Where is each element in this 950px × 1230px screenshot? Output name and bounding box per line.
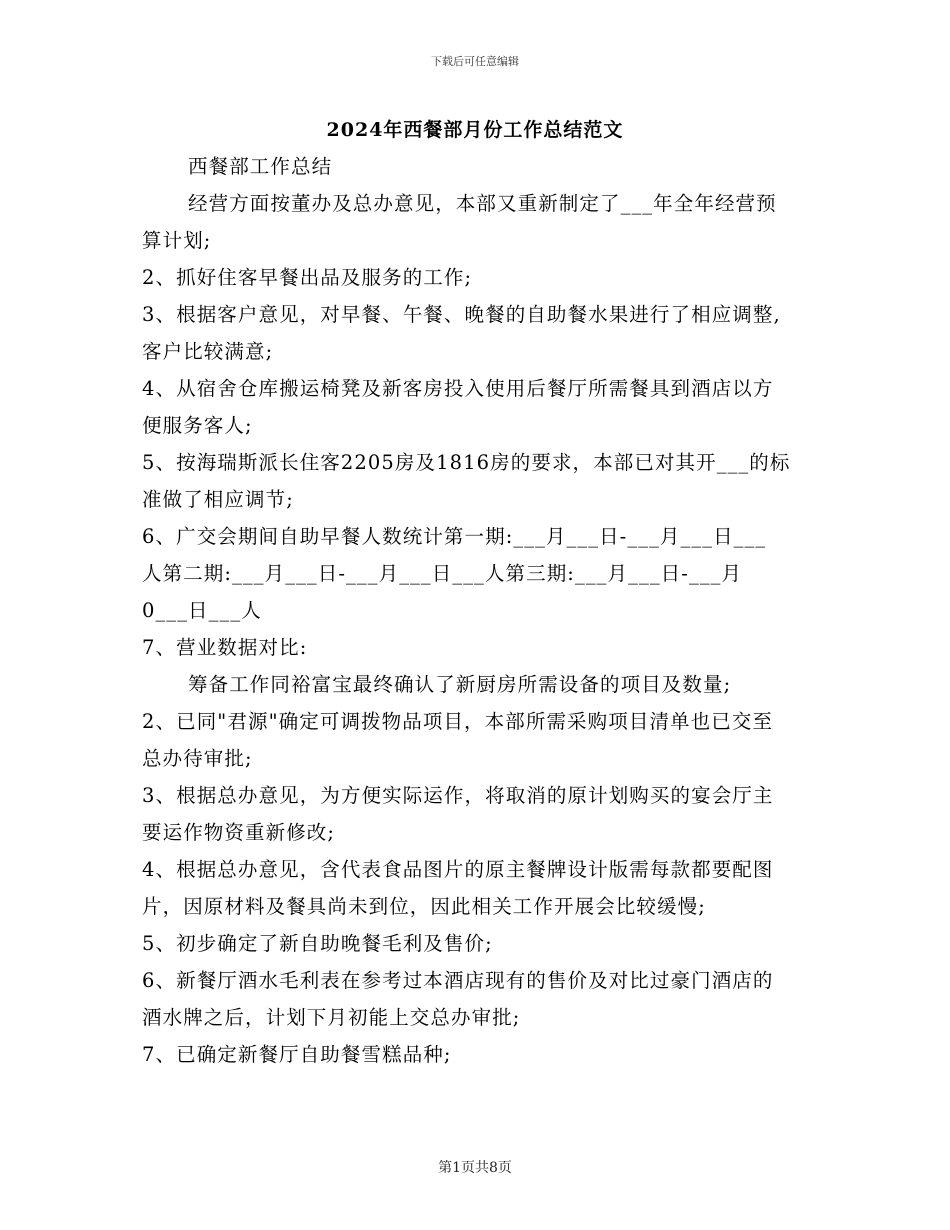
body-line: 3、根据客户意见，对早餐、午餐、晚餐的自助餐水果进行了相应调整,: [142, 303, 781, 326]
body-line: 人第二期:___月___日-___月___日___人第三期:___月___日-___月: [142, 562, 743, 585]
body-line: 经营方面按董办及总办意见，本部又重新制定了___年全年经营预: [188, 192, 777, 215]
body-line: 2、抓好住客早餐出品及服务的工作;: [142, 266, 473, 289]
body-line: 5、按海瑞斯派长住客2205房及1816房的要求，本部已对其开___的标: [142, 451, 791, 474]
body-line: 片，因原材料及餐具尚未到位，因此相关工作开展会比较缓慢;: [142, 895, 706, 918]
body-line: 要运作物资重新修改;: [142, 821, 336, 844]
body-line: 3、根据总办意见，为方便实际运作，将取消的原计划购买的宴会厅主: [142, 784, 774, 807]
body-line: 便服务客人;: [142, 414, 253, 437]
body-line: 6、新餐厅酒水毛利表在参考过本酒店现有的售价及对比过豪门酒店的: [142, 969, 774, 992]
body-line: 4、从宿舍仓库搬运椅凳及新客房投入使用后餐厅所需餐具到酒店以方: [142, 377, 774, 400]
body-line: 总办待审批;: [142, 747, 253, 770]
body-line: 4、根据总办意见，含代表食品图片的原主餐牌设计版需每款都要配图: [142, 858, 774, 881]
document-title: 2024年西餐部月份工作总结范文: [326, 119, 624, 141]
body-line: 准做了相应调节;: [142, 488, 294, 511]
body-line: 7、营业数据对比:: [142, 636, 308, 659]
page-number: 第1页共8页: [438, 1160, 512, 1176]
body-line: 5、初步确定了新自助晚餐毛利及售价;: [142, 932, 493, 955]
header-note: 下载后可任意编辑: [431, 55, 519, 68]
body-line: 2、已同"君源"确定可调拨物品项目，本部所需采购项目清单也已交至: [142, 710, 774, 733]
body-line: 西餐部工作总结: [188, 155, 333, 178]
body-line: 6、广交会期间自助早餐人数统计第一期:___月___日-___月___日___: [142, 525, 767, 548]
body-line: 0___日___人: [142, 599, 262, 622]
body-line: 7、已确定新餐厅自助餐雪糕品种;: [142, 1043, 452, 1066]
body-line: 筹备工作同裕富宝最终确认了新厨房所需设备的项目及数量;: [188, 673, 732, 696]
body-line: 客户比较满意;: [142, 340, 274, 363]
body-line: 酒水牌之后，计划下月初能上交总办审批;: [142, 1006, 521, 1029]
body-line: 算计划;: [142, 229, 212, 252]
document-body: [142, 148, 817, 1073]
